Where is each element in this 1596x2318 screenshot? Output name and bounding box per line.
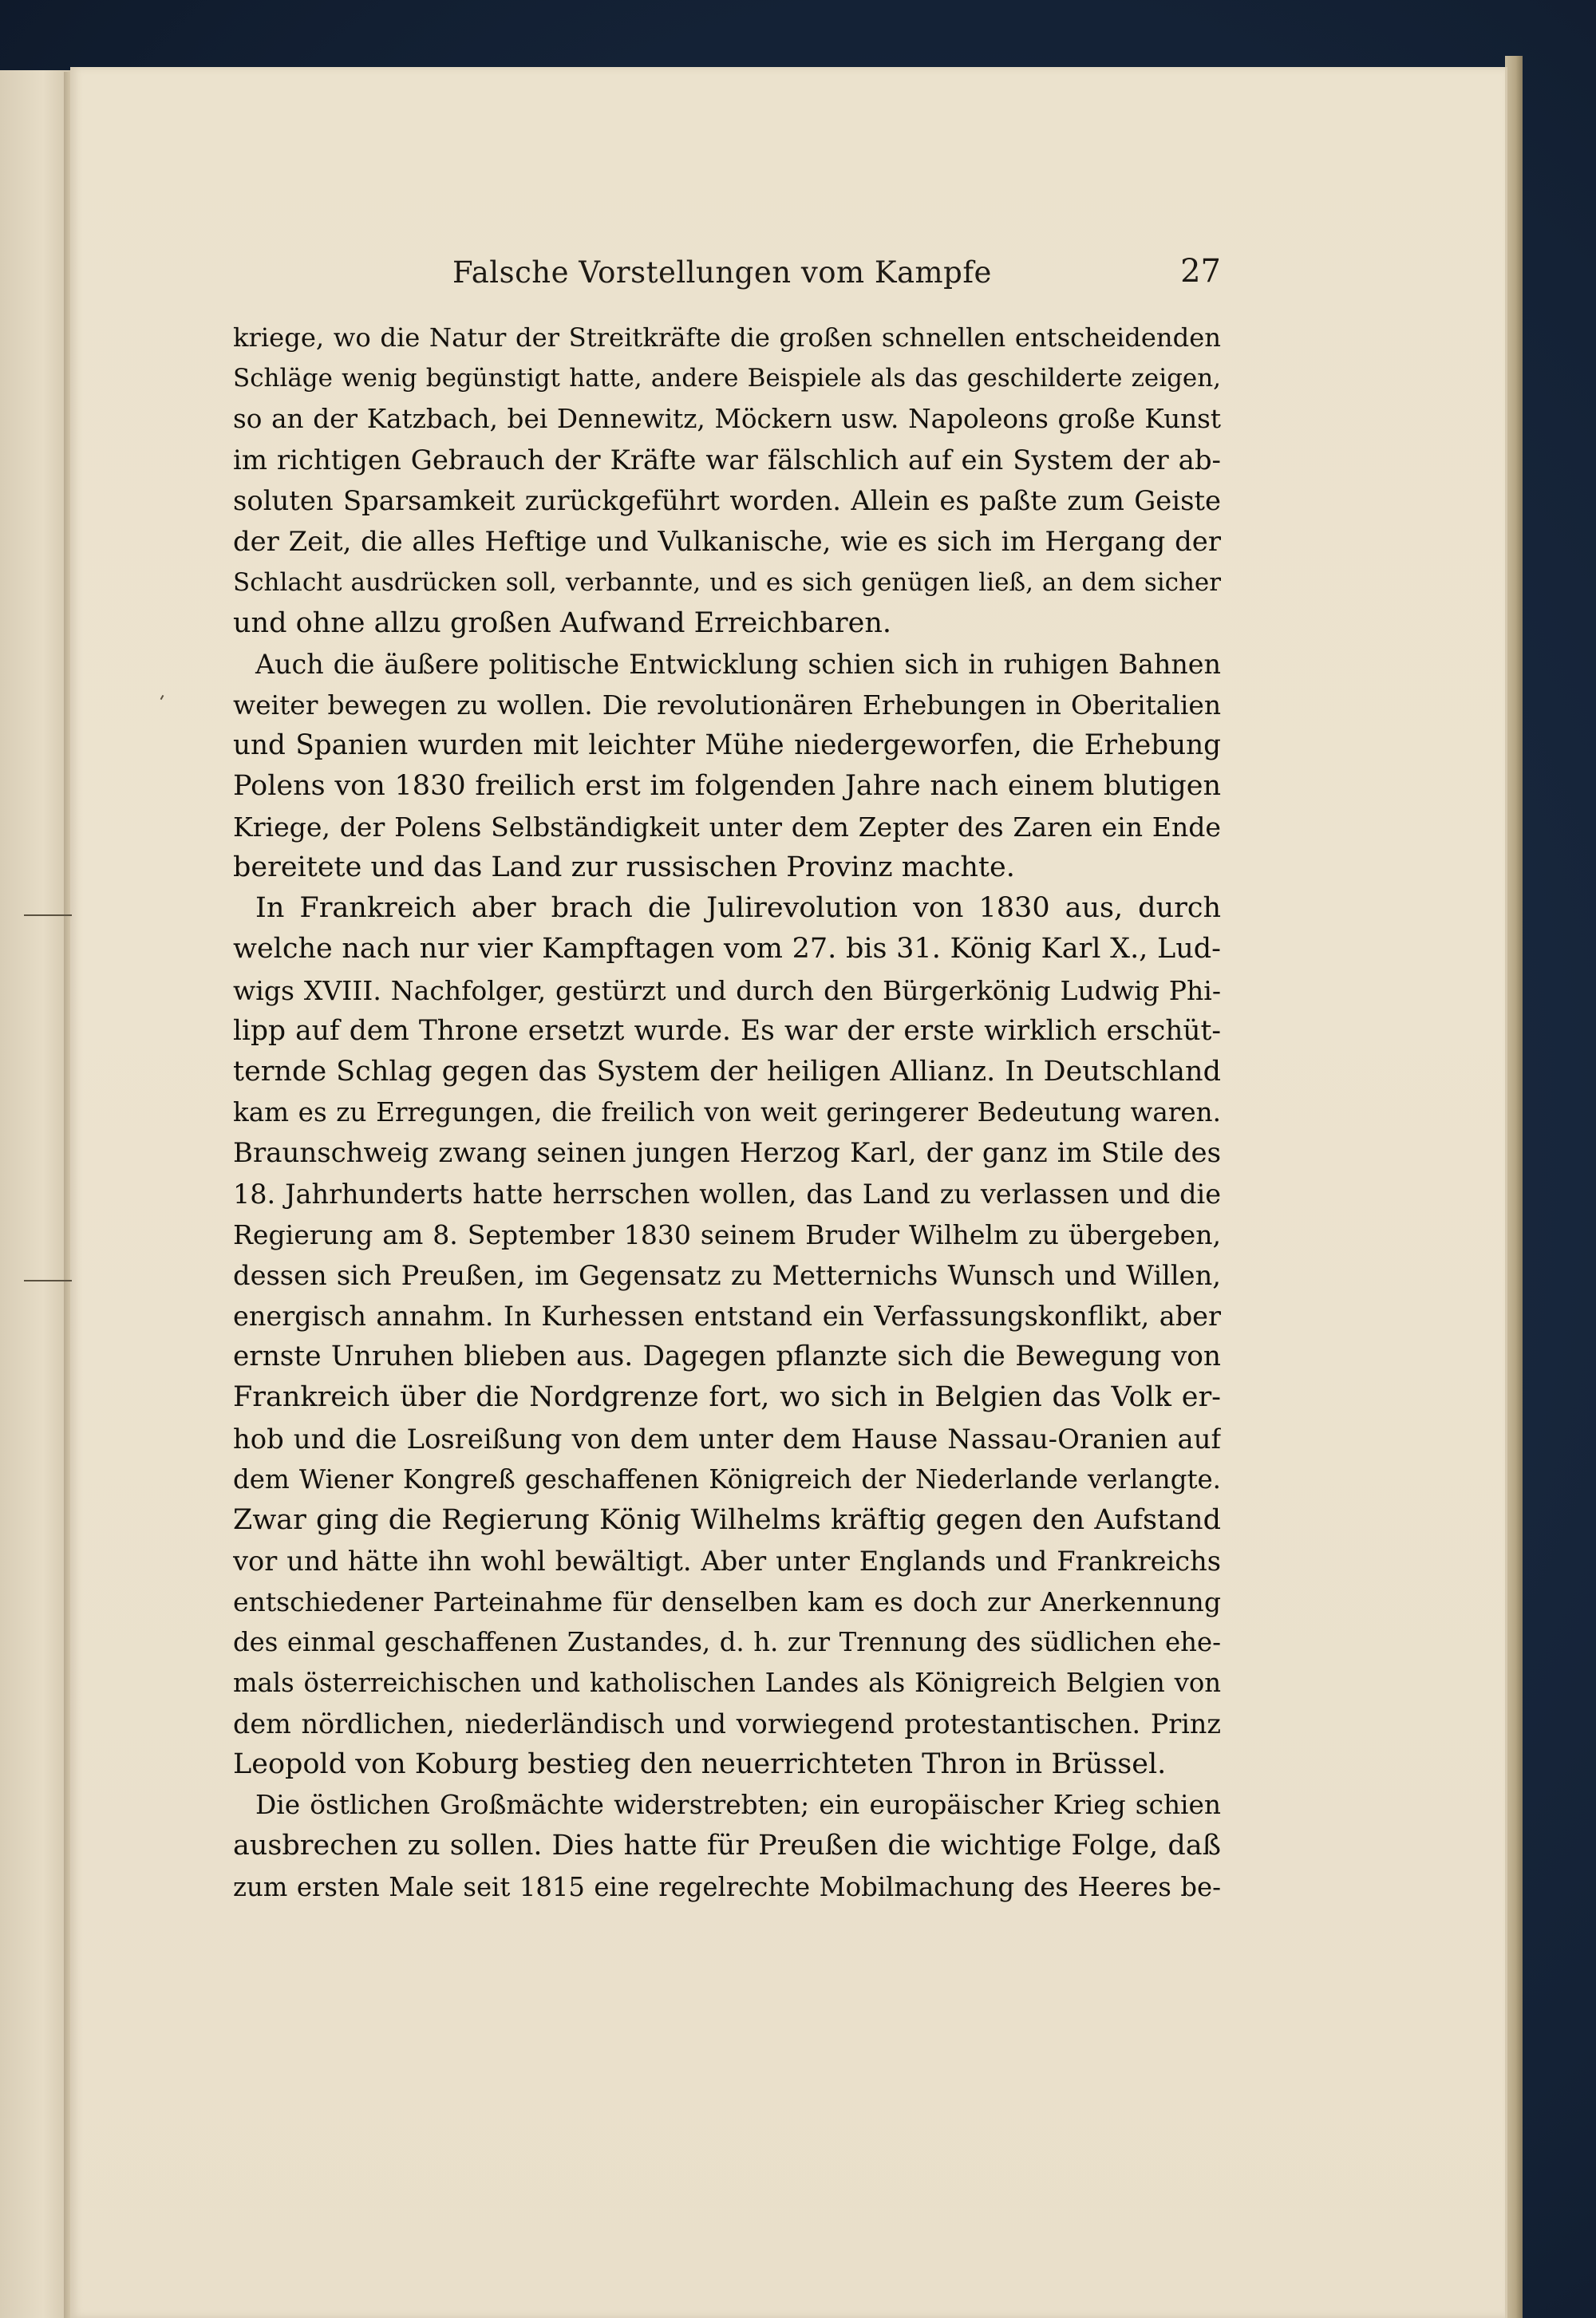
text-line: welche nach nur vier Kampftagen vom 27. bis 31. König Karl X., Lud- [233, 933, 1221, 966]
text-line: Schläge wenig begünstigt hatte, andere Beispiele als das geschilderte zeigen, [233, 364, 1221, 393]
text-line: wigs XVIII. Nachfolger, gestürzt und durch den Bürgerkönig Ludwig Phi- [233, 974, 1221, 1006]
text-line: vor und hätte ihn wohl bewältigt. Aber unter Englands und Frankreichs [233, 1545, 1221, 1577]
text-line: Schlacht ausdrücken soll, verbannte, und es sich genügen ließ, an dem sicher [233, 567, 1221, 597]
text-line: dem nördlichen, niederländisch und vorwiegend protestantischen. Prinz [233, 1708, 1221, 1740]
text-line: ternde Schlag gegen das System der heiligen Allianz. In Deutschland [233, 1055, 1221, 1088]
text-line: lipp auf dem Throne ersetzt wurde. Es war der erste wirklich erschüt- [233, 1014, 1221, 1047]
text-line: und ohne allzu großen Aufwand Erreichbaren. [233, 606, 892, 639]
text-line: Regierung am 8. September 1830 seinem Bruder Wilhelm zu übergeben, [233, 1219, 1221, 1251]
text-line: 18. Jahrhunderts hatte herrschen wollen, das Land zu verlassen und die [233, 1178, 1221, 1210]
text-line: ausbrechen zu sollen. Dies hatte für Preußen die wichtige Folge, daß [233, 1830, 1221, 1862]
facing-page-edge [0, 70, 72, 2318]
text-line: energisch annahm. In Kurhessen entstand ein Verfassungskonflikt, aber [233, 1301, 1221, 1333]
margin-tick-mark [24, 914, 72, 916]
page-stack-edge [1505, 56, 1523, 2318]
text-line: Auch die äußere politische Entwicklung schien sich in ruhigen Bahnen [255, 648, 1221, 680]
text-line: mals österreichischen und katholischen Landes als Königreich Belgien von [233, 1668, 1221, 1699]
body-text [233, 318, 1221, 1908]
page-number: 27 [1180, 253, 1221, 290]
text-line: Braunschweig zwang seinen jungen Herzog Karl, der ganz im Stile des [233, 1136, 1221, 1169]
text-line: dessen sich Preußen, im Gegensatz zu Metternichs Wunsch und Willen, [233, 1260, 1221, 1292]
text-line: und Spanien wurden mit leichter Mühe niedergeworfen, die Erhebung [233, 729, 1221, 761]
text-line: kriege, wo die Natur der Streitkräfte die großen schnellen entscheidenden [233, 322, 1221, 353]
text-line: Zwar ging die Regierung König Wilhelms kräftig gegen den Aufstand [233, 1503, 1221, 1536]
text-line: ernste Unruhen blieben aus. Dagegen pflanzte sich die Bewegung von [233, 1341, 1221, 1373]
text-line: hob und die Losreißung von dem unter dem Hause Nassau-Oranien auf [233, 1423, 1221, 1455]
running-head: Falsche Vorstellungen vom Kampfe [452, 255, 992, 290]
text-line: kam es zu Erregungen, die freilich von weit geringerer Bedeutung waren. [233, 1096, 1221, 1127]
text-line: entschiedener Parteinahme für denselben kam es doch zur Anerkennung [233, 1585, 1221, 1617]
text-line: zum ersten Male seit 1815 eine regelrechte Mobilmachung des Heeres be- [233, 1871, 1221, 1902]
margin-tick-mark [24, 1280, 72, 1281]
text-line: des einmal geschaffenen Zustandes, d. h. zur Trennung des südlichen ehe- [233, 1627, 1221, 1657]
text-line: Polens von 1830 freilich erst im folgenden Jahre nach einem blutigen [233, 770, 1221, 803]
text-line: dem Wiener Kongreß geschaffenen Königreich der Niederlande verlangte. [233, 1463, 1221, 1495]
text-line: weiter bewegen zu wollen. Die revolutionären Erhebungen in Oberitalien [233, 689, 1221, 721]
text-line: Leopold von Koburg bestieg den neuerrichteten Thron in Brüssel. [233, 1748, 1167, 1781]
text-line: der Zeit, die alles Heftige und Vulkanische, wie es sich im Hergang der [233, 526, 1221, 558]
text-line: so an der Katzbach, bei Dennewitz, Möckern usw. Napoleons große Kunst [233, 404, 1221, 435]
text-line: Frankreich über die Nordgrenze fort, wo sich in Belgien das Volk er- [233, 1381, 1221, 1414]
text-line: soluten Sparsamkeit zurückgeführt worden. Allein es paßte zum Geiste [233, 485, 1221, 517]
text-line: bereitete und das Land zur russischen Provinz machte. [233, 851, 1015, 884]
text-line: im richtigen Gebrauch der Kräfte war fälschlich auf ein System der ab- [233, 444, 1221, 476]
text-line: In Frankreich aber brach die Julirevolution von 1830 aus, durch [255, 892, 1221, 925]
text-line: Die östlichen Großmächte widerstrebten; ein europäischer Krieg schien [255, 1790, 1221, 1821]
text-line: Kriege, der Polens Selbständigkeit unter dem Zepter des Zaren ein Ende [233, 811, 1221, 843]
